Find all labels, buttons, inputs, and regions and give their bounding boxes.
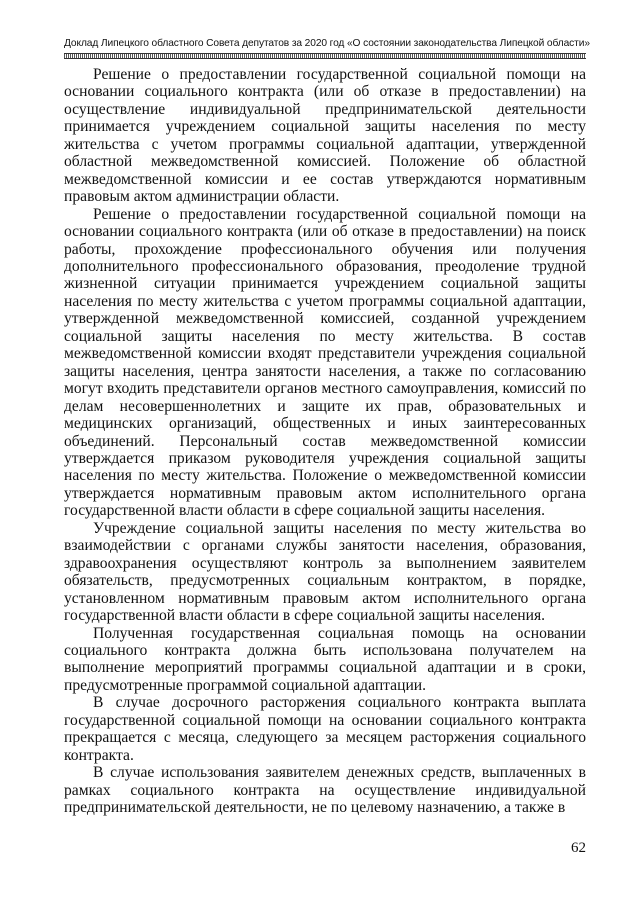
paragraph: В случае досрочного расторжения социального контракта выплата государственной социальной помощи на основании социального контракта прекращается с месяца, следующего за месяцем расторжения социального контракта.	[64, 694, 586, 764]
paragraph: Полученная государственная социальная помощь на основании социального контракта должна быть использована получателем на выполнение мероприятий программы социальной адаптации и в сроки, предусмотренные программой социальной адаптации.	[64, 624, 586, 694]
paragraph: Решение о предоставлении государственной социальной помощи на основании социального контракта (или об отказе в предоставлении) на осуществление индивидуальной предпринимательской деятельности принимается учреждением социальной защиты населения по месту жительства с учетом программы социальной адаптации, утвержденной областной межведомственной комиссией. Положение об областной межведомственной комиссии и ее состав утверждаются нормативным правовым актом администрации области.	[64, 66, 586, 206]
paragraph: Учреждение социальной защиты населения по месту жительства во взаимодействии с органами службы занятости населения, образования, здравоохранения осуществляют контроль за выполнением заявителем обязательств, предусмотренных социальным контрактом, в порядке, установленном нормативным правовым актом исполнительного органа государственной власти области в сфере социальной защиты населения.	[64, 519, 586, 625]
paragraph: Решение о предоставлении государственной социальной помощи на основании социального контракта (или об отказе в предоставлении) на поиск работы, прохождение профессионального обучения или получения дополнительного профессионального образования, преодоление трудной жизненной ситуации принимается учреждением социальной защиты населения по месту жительства с учетом программы социальной адаптации, утвержденной межведомственной комиссией, созданной учреждением социальной защиты населения по месту жительства. В состав межведомственной комиссии входят представители учреждения социальной защиты населения, центра занятости населения, а также по согласованию могут входить представители органов местного самоуправления, комиссий по делам несовершеннолетних и защите их прав, образовательных и медицинских организаций, общественных и иных заинтересованных объединений. Персональный состав межведомственной комиссии утверждается приказом руководителя учреждения социальной защиты населения по месту жительства. Положение о межведомственной комиссии утверждается нормативным правовым актом исполнительного органа государственной власти области в сфере социальной защиты населения.	[64, 205, 586, 520]
page-number: 62	[571, 840, 586, 856]
running-header: Доклад Липецкого областного Совета депутатов за 2020 год «О состоянии законодательства Липецкой области»	[64, 38, 590, 49]
header-rule	[64, 53, 586, 59]
paragraph: В случае использования заявителем денежных средств, выплаченных в рамках социального контракта на осуществление индивидуальной предпринимательской деятельности, не по целевому назначению, а также в	[64, 764, 586, 817]
body-text	[64, 66, 586, 816]
